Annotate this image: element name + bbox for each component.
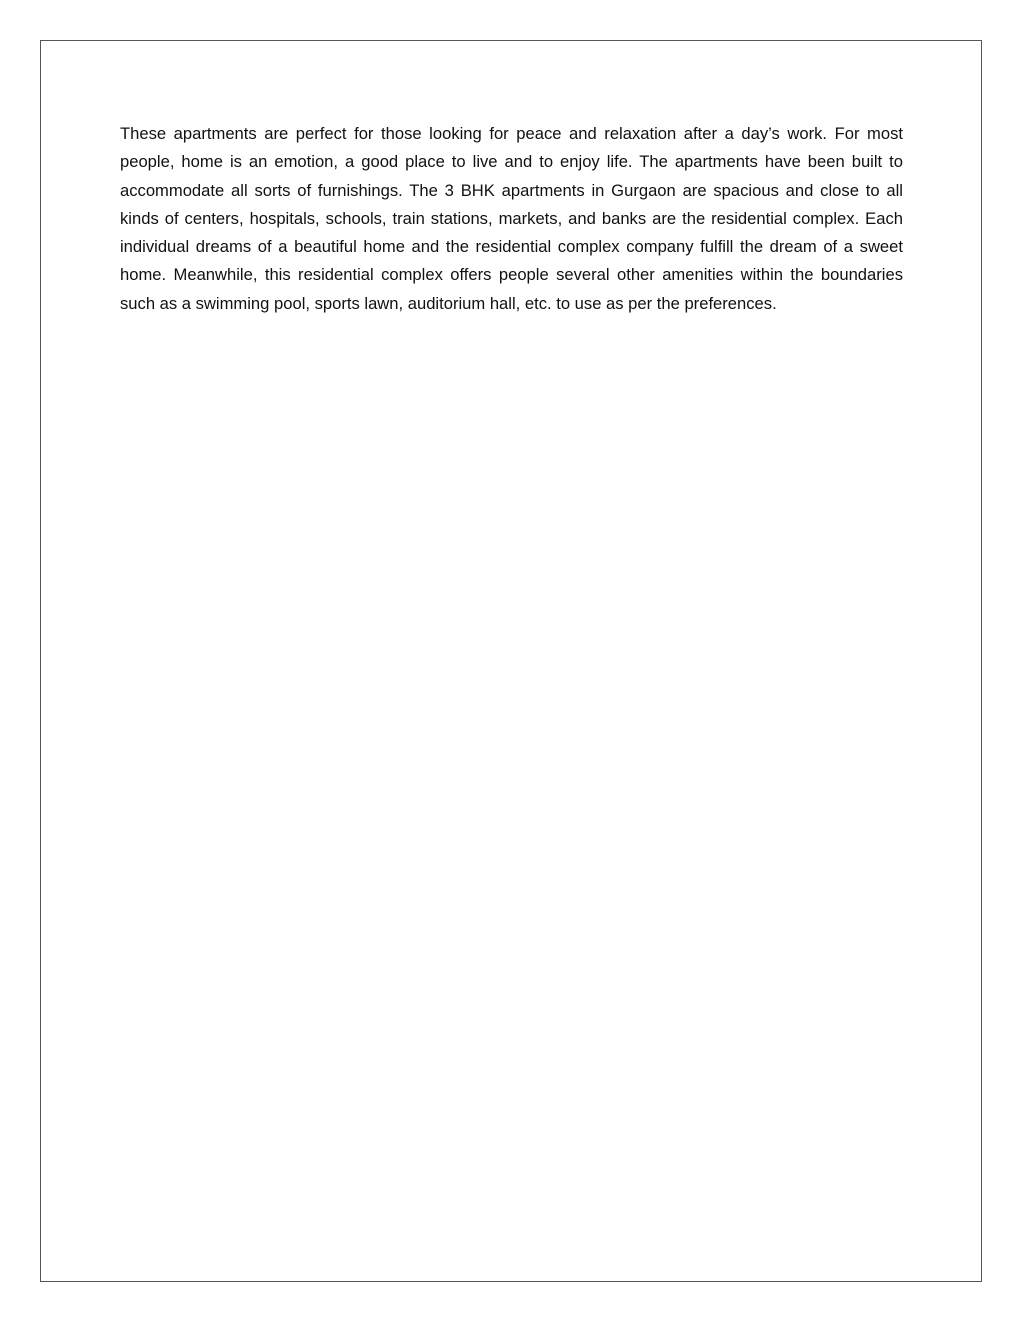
body-paragraph: These apartments are perfect for those looking for peace and relaxation after a day’s work. For most people, home is an emotion, a good place to live and to enjoy life. The apartments have been built to accommodate all sorts of furnishings. The 3 BHK apartments in Gurgaon are spacious and close to all kinds of centers, hospitals, schools, train stations, markets, and banks are the residential complex. Each individual dreams of a beautiful home and the residential complex company fulfill the dream of a sweet home. Meanwhile, this residential complex offers people several other amenities within the boundaries such as a swimming pool, sports lawn, auditorium hall, etc. to use as per the preferences. <box>120 124 903 313</box>
